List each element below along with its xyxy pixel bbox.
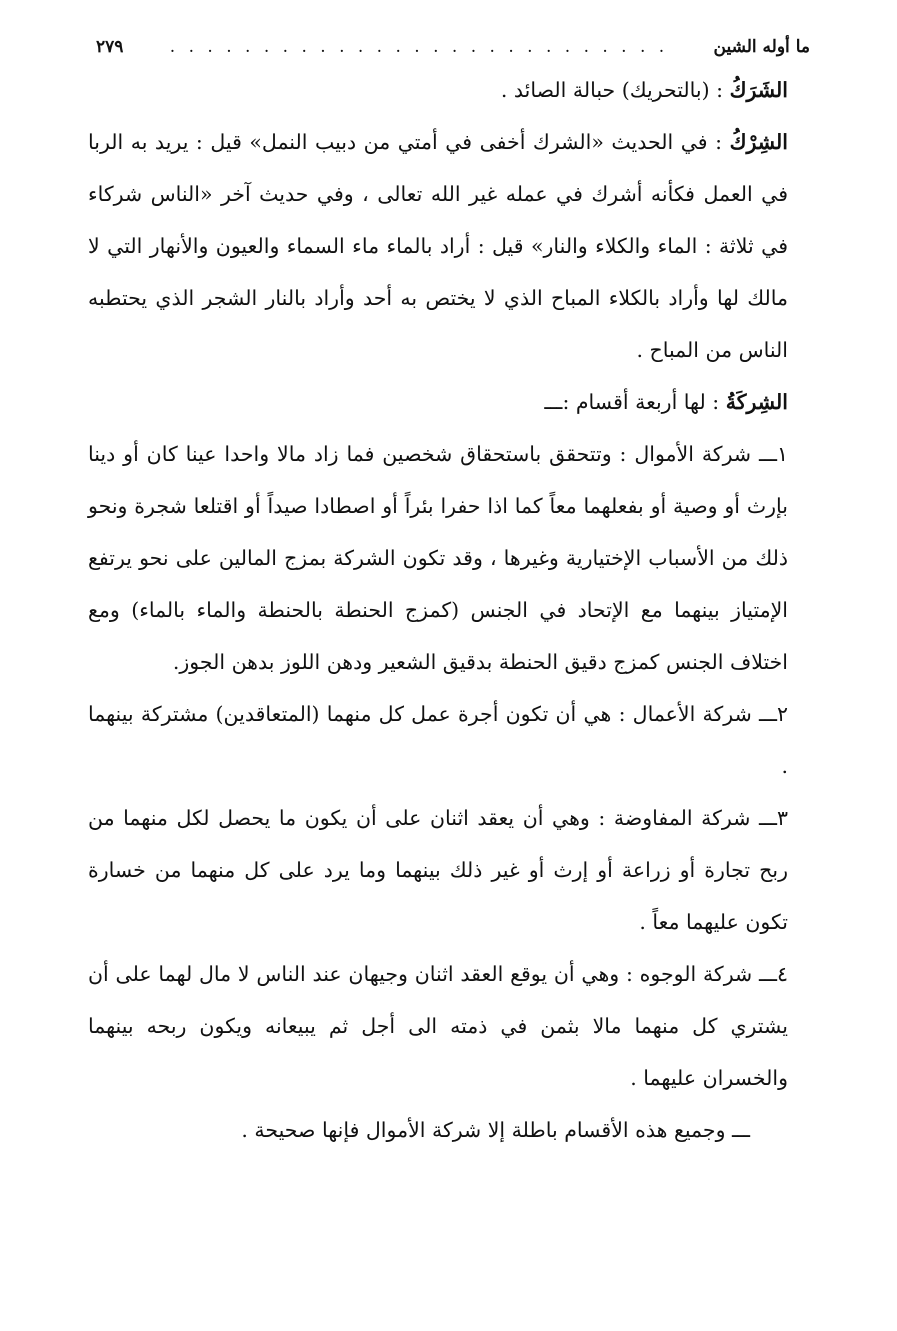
page [88, 30, 810, 1156]
entry-term: الشِركَةُ [725, 390, 788, 414]
section-1-amwal: ١ـــ شركة الأموال : وتتحقق باستحقاق شخصين فما زاد مالا واحدا عينا كان أو دينا بإرث أو وصية أو بفعلهما معاً كما اذا حفرا بئراً أو اصطادا صيداً أو اقتلعا شجرة ونحو ذلك من الأسباب الإختيارية وغيرها ، وقد تكون الشركة بمزج المالين على نحو يرتفع الإمتياز بينهما مع الإتحاد في الجنس (كمزج الحنطة بالحنطة والماء بالماء) ومع اختلاف الجنس كمزج دقيق الحنطة بدقيق الشعير ودهن اللوز بدهن الجوز. [88, 442, 788, 674]
entry-text: : (بالتحريك) حبالة الصائد . [500, 78, 724, 102]
entry-term: الشَرَكُ [729, 78, 788, 102]
section-4-wujuh: ٤ـــ شركة الوجوه : وهي أن يوقع العقد اثنان وجيهان عند الناس لا مال لهما على أن يشتري كل منهما مالا بثمن في ذمته الى أجل ثم يبيعانه ويكون ربحه بينهما والخسران عليهما . [88, 962, 788, 1090]
entry-term: الشِرْكُ [729, 130, 788, 154]
page-body [88, 64, 810, 1156]
closing-note: ـــ وجميع هذه الأقسام باطلة إلا شركة الأموال فإنها صحيحة . [241, 1118, 750, 1142]
section-title: ما أوله الشين [708, 30, 811, 64]
entry-text: : لها أربعة أقسام :ـــ [544, 390, 720, 414]
section-3-mufawada: ٣ـــ شركة المفاوضة : وهي أن يعقد اثنان على أن يكون ما يحصل لكل منهما من ربح تجارة أو زراعة أو إرث أو غير ذلك بينهما وما يرد على كل منهما من خسارة تكون عليهما معاً . [88, 806, 788, 934]
entry-text: : في الحديث «الشرك أخفى في أمتي من دبيب النمل» قيل : يريد به الربا في العمل فكأنه أشرك في عمله غير الله تعالى ، وفي حديث آخر «الناس شركاء في ثلاثة : الماء والكلاء والنار» قيل : أراد بالماء ماء السماء والعيون والأنهار التي لا مالك لها وأراد بالكلاء المباح الذي لا يختص به أحد وأراد بالنار الشجر الذي يحتطبه الناس من المباح . [88, 130, 788, 362]
entry-shirka [88, 376, 810, 428]
section-2-aamal: ٢ـــ شركة الأعمال : هي أن تكون أجرة عمل كل منهما (المتعاقدين) مشتركة بينهما . [88, 702, 788, 778]
page-number: ٢٧٩ [96, 30, 129, 64]
entry-shirk [88, 116, 810, 376]
entry-shirak [88, 64, 810, 116]
running-head [88, 30, 810, 64]
dot-leader: . . . . . . . . . . . . . . . . . . . . . . . . . . . [169, 37, 669, 57]
